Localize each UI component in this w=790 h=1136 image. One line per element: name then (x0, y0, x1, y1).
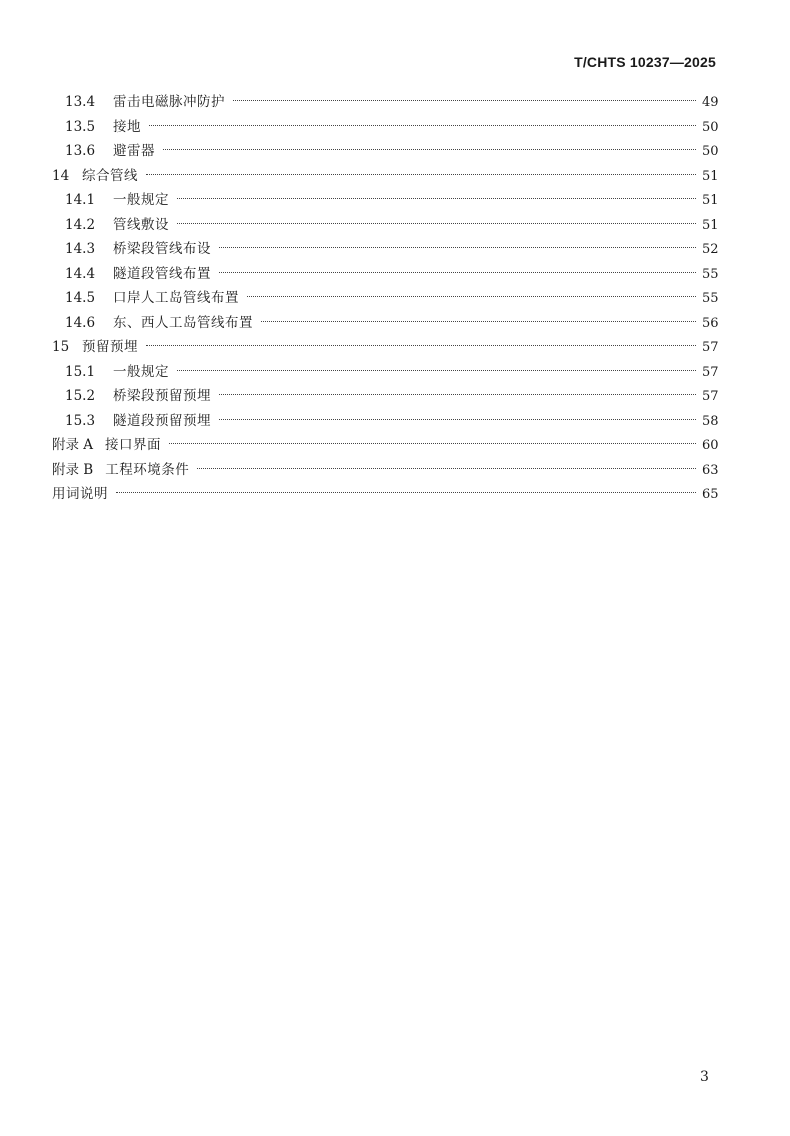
toc-entry-number: 14.5 (65, 290, 96, 306)
toc-entry-title: 用词说明 (52, 486, 108, 502)
toc-entry-14-5[interactable] (52, 286, 718, 311)
toc-entry-title: 一般规定 (113, 192, 169, 208)
toc-entry-number: 14.6 (65, 314, 96, 331)
toc-entry-number: 14.2 (65, 216, 96, 233)
dot-leader (177, 198, 696, 199)
toc-entry-number: 13.6 (65, 143, 96, 159)
toc-entry-15-3[interactable] (52, 409, 718, 434)
toc-entry-number: 15.1 (65, 363, 96, 380)
toc-entry-page: 55 (702, 266, 719, 282)
toc-entry-title: 管线敷设 (113, 216, 169, 233)
toc-entry-number: 14.3 (65, 241, 96, 257)
dot-leader (116, 492, 696, 493)
toc-entry-title: 预留预埋 (82, 339, 138, 355)
dot-leader (169, 443, 696, 444)
toc-entry-page: 55 (702, 291, 719, 306)
toc-entry-number: 14.4 (65, 265, 96, 282)
toc-entry-title: 避雷器 (113, 143, 155, 159)
toc-entry-14-1[interactable] (52, 188, 718, 213)
toc-entry-page: 57 (702, 389, 719, 404)
toc-entry-title: 接口界面 (105, 437, 162, 453)
toc-entry-number: 13.5 (65, 118, 96, 135)
toc-entry-appendix-a[interactable] (52, 433, 718, 458)
toc-entry-14-3[interactable] (52, 237, 718, 262)
toc-entry-13-5[interactable] (52, 115, 718, 140)
table-of-contents (52, 90, 718, 507)
toc-entry-number: 14.1 (65, 192, 96, 208)
dot-leader (219, 394, 696, 395)
toc-entry-title: 隧道段预留预埋 (113, 412, 211, 429)
toc-entry-number: 15.3 (65, 412, 96, 429)
dot-leader (219, 272, 696, 273)
toc-entry-page: 63 (702, 462, 719, 478)
dot-leader (146, 345, 696, 346)
toc-entry-page: 60 (702, 438, 719, 453)
toc-entry-number: 附录 A (52, 437, 94, 453)
toc-entry-number: 13.4 (65, 94, 96, 110)
toc-entry-page: 49 (702, 95, 719, 110)
toc-entry-page: 50 (702, 119, 719, 135)
dot-leader (149, 125, 696, 126)
toc-entry-14-2[interactable] (52, 213, 718, 238)
toc-entry-appendix-b[interactable] (52, 458, 718, 483)
dot-leader (219, 419, 696, 420)
toc-entry-15-1[interactable] (52, 360, 718, 385)
toc-entry-terms[interactable] (52, 482, 718, 507)
toc-entry-title: 综合管线 (82, 167, 138, 184)
dot-leader (197, 468, 696, 469)
toc-entry-page: 51 (702, 168, 719, 184)
toc-entry-page: 56 (702, 315, 719, 331)
toc-entry-page: 57 (702, 364, 719, 380)
dot-leader (219, 247, 696, 248)
toc-entry-title: 隧道段管线布置 (113, 265, 211, 282)
toc-entry-number: 15 (52, 339, 70, 355)
toc-entry-15[interactable] (52, 335, 718, 360)
toc-entry-number: 14 (52, 167, 70, 184)
toc-entry-13-6[interactable] (52, 139, 718, 164)
toc-entry-15-2[interactable] (52, 384, 718, 409)
dot-leader (247, 296, 696, 297)
toc-entry-title: 桥梁段预留预埋 (113, 388, 211, 404)
dot-leader (177, 370, 696, 371)
dot-leader (261, 321, 696, 322)
toc-entry-14-6[interactable] (52, 311, 718, 336)
toc-entry-title: 雷击电磁脉冲防护 (113, 94, 225, 110)
toc-entry-title: 东、西人工岛管线布置 (113, 314, 253, 331)
toc-entry-page: 58 (702, 413, 719, 429)
toc-entry-page: 65 (702, 487, 719, 502)
page-number: 3 (700, 1069, 709, 1085)
toc-entry-number: 附录 B (52, 461, 94, 478)
toc-entry-page: 52 (702, 242, 719, 257)
toc-entry-page: 50 (702, 144, 719, 159)
toc-entry-title: 桥梁段管线布设 (113, 241, 211, 257)
dot-leader (177, 223, 696, 224)
dot-leader (163, 149, 696, 150)
dot-leader (146, 174, 696, 175)
toc-entry-page: 57 (702, 340, 719, 355)
document-code: T/CHTS 10237—2025 (574, 54, 716, 70)
dot-leader (233, 100, 696, 101)
toc-entry-14[interactable] (52, 164, 718, 189)
toc-entry-title: 接地 (113, 118, 141, 135)
toc-entry-title: 工程环境条件 (105, 461, 190, 478)
toc-entry-number: 15.2 (65, 388, 96, 404)
toc-entry-title: 口岸人工岛管线布置 (113, 290, 239, 306)
toc-entry-14-4[interactable] (52, 262, 718, 287)
toc-entry-page: 51 (702, 193, 719, 208)
toc-entry-title: 一般规定 (113, 363, 169, 380)
toc-entry-page: 51 (702, 217, 719, 233)
toc-entry-13-4[interactable] (52, 90, 718, 115)
